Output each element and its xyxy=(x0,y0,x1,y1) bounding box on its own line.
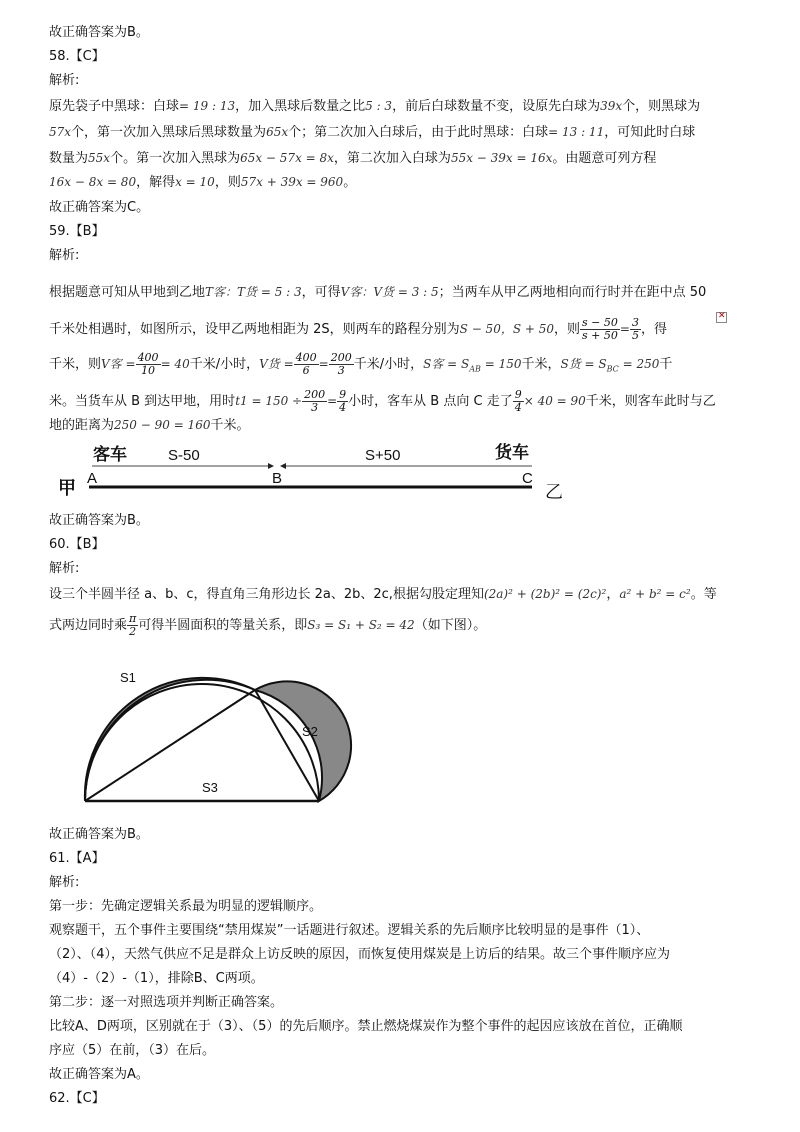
text-line: 观察题干，五个事件主要围绕“禁用煤炭”一话题进行叙述。逻辑关系的先后顺序比较明显的是事件（1）、 xyxy=(49,923,650,938)
label-s2: S2 xyxy=(302,724,318,739)
answer-line: 故正确答案为A。 xyxy=(49,1067,149,1082)
jia-label: 甲 xyxy=(58,478,76,498)
question-number: 59.【B】 xyxy=(49,224,105,239)
question-number: 58.【C】 xyxy=(49,49,105,64)
text-line: 设三个半圆半径 a、b、c，得直角三角形边长 2a、2b、2c,根据勾股定理知(2a)² + (2b)² = (2c)²，a² + b² = c²。等 xyxy=(49,587,717,602)
triangle-leg-left xyxy=(85,690,255,801)
yi-label: 乙 xyxy=(545,482,563,502)
text-line: 第二步：逐一对照选项并判断正确答案。 xyxy=(49,995,284,1010)
text-line: 原先袋子中黑球：白球= 19 : 13，加入黑球后数量之比5 : 3，前后白球数量不变，设原先白球为39x个，则黑球为 xyxy=(49,99,701,114)
text-line: 根据题意可知从甲地到乙地T客：T货 = 5 : 3，可得V客：V货 = 3 : 5；当两车从甲乙两地相向而行时并在距中点 50 xyxy=(49,285,707,300)
text-line: 千米，则V客 = $\frac{400}{10}$ = 40千米/小时，V货 = $\frac{400}{6}$ = $\frac{200}{3}$ 千米/小时，S客 = $S_{AB} = 150$千米，S货 = $S_{BC} = 250$千 xyxy=(49,351,673,377)
semicircle-figure xyxy=(60,640,360,810)
question-number: 61.【A】 xyxy=(49,851,105,866)
text-line: 16x − 8x = 80，解得x = 10，则57x + 39x = 960。 xyxy=(49,175,357,190)
answer-line: 故正确答案为B。 xyxy=(49,25,149,40)
question-number: 62.【C】 xyxy=(49,1091,105,1106)
point-b: B xyxy=(272,470,283,487)
answer-line: 故正确答案为B。 xyxy=(49,827,149,842)
right-arrow-head xyxy=(280,463,286,469)
text-line: 第一步：先确定逻辑关系最为明显的逻辑顺序。 xyxy=(49,899,323,914)
analysis-label: 解析: xyxy=(49,875,80,890)
text-line: 57x个，第一次加入黑球后黑球数量为65x个；第二次加入白球后，由于此时黑球：白球= 13 : 11，可知此时白球 xyxy=(49,125,696,140)
huoche-label: 货车 xyxy=(495,443,529,462)
point-a: A xyxy=(87,470,98,487)
text-line: 米。当货车从 B 到达甲地，用时t1 = 150 ÷ $\frac{200}{3}$ = $\frac{9}{4}$ 小时，客车从 B 点向 C 走了 $\frac{9}{4}$ × 40 = 90千米，则客车此时与乙 xyxy=(49,388,716,414)
left-arrow-head xyxy=(268,463,274,469)
text-line: 数量为55x个。第一次加入黑球为65x − 57x = 8x，第二次加入白球为55x − 39x = 16x。由题意可列方程 xyxy=(49,151,657,166)
broken-image-icon xyxy=(716,312,727,323)
s-plus-label: S+50 xyxy=(365,447,401,464)
text-line: 千米处相遇时，如图所示，设甲乙两地相距为 2S，则两车的路程分别为S − 50，S + 50，则 $\frac{s - 50}{s + 50}$ = $\frac{3}{5}$ ，得 xyxy=(49,316,667,342)
label-s3: S3 xyxy=(202,780,218,795)
text-line: 比较A、D两项，区别就在于（3）、（5）的先后顺序。禁止燃烧煤炭作为整个事件的起因应该放在首位，正确顺 xyxy=(49,1019,683,1034)
keche-label: 客车 xyxy=(93,445,127,464)
analysis-label: 解析: xyxy=(49,561,80,576)
semicircle-s1 xyxy=(85,678,255,801)
text-line: 序应（5）在前，（3）在后。 xyxy=(49,1043,216,1058)
point-c: C xyxy=(522,470,533,487)
label-s1: S1 xyxy=(120,670,136,685)
analysis-label: 解析: xyxy=(49,248,80,263)
text-line: （2）、（4），天然气供应不足是群众上访反映的原因，而恢复使用煤炭是上访后的结果。故三个事件顺序应为 xyxy=(49,947,671,962)
analysis-label: 解析: xyxy=(49,73,80,88)
answer-line: 故正确答案为C。 xyxy=(49,200,150,215)
road-figure xyxy=(50,436,580,506)
text-line: （4）-（2）-（1），排除B、C两项。 xyxy=(49,971,264,986)
text-line: 地的距离为250 − 90 = 160千米。 xyxy=(49,418,250,433)
text-line: 式两边同时乘 $\frac{\pi}{2}$ 可得半圆面积的等量关系，即S₃ = S₁ + S₂ = 42（如下图）。 xyxy=(49,612,487,638)
s-minus-label: S-50 xyxy=(168,447,200,464)
question-number: 60.【B】 xyxy=(49,537,105,552)
answer-line: 故正确答案为B。 xyxy=(49,513,149,528)
